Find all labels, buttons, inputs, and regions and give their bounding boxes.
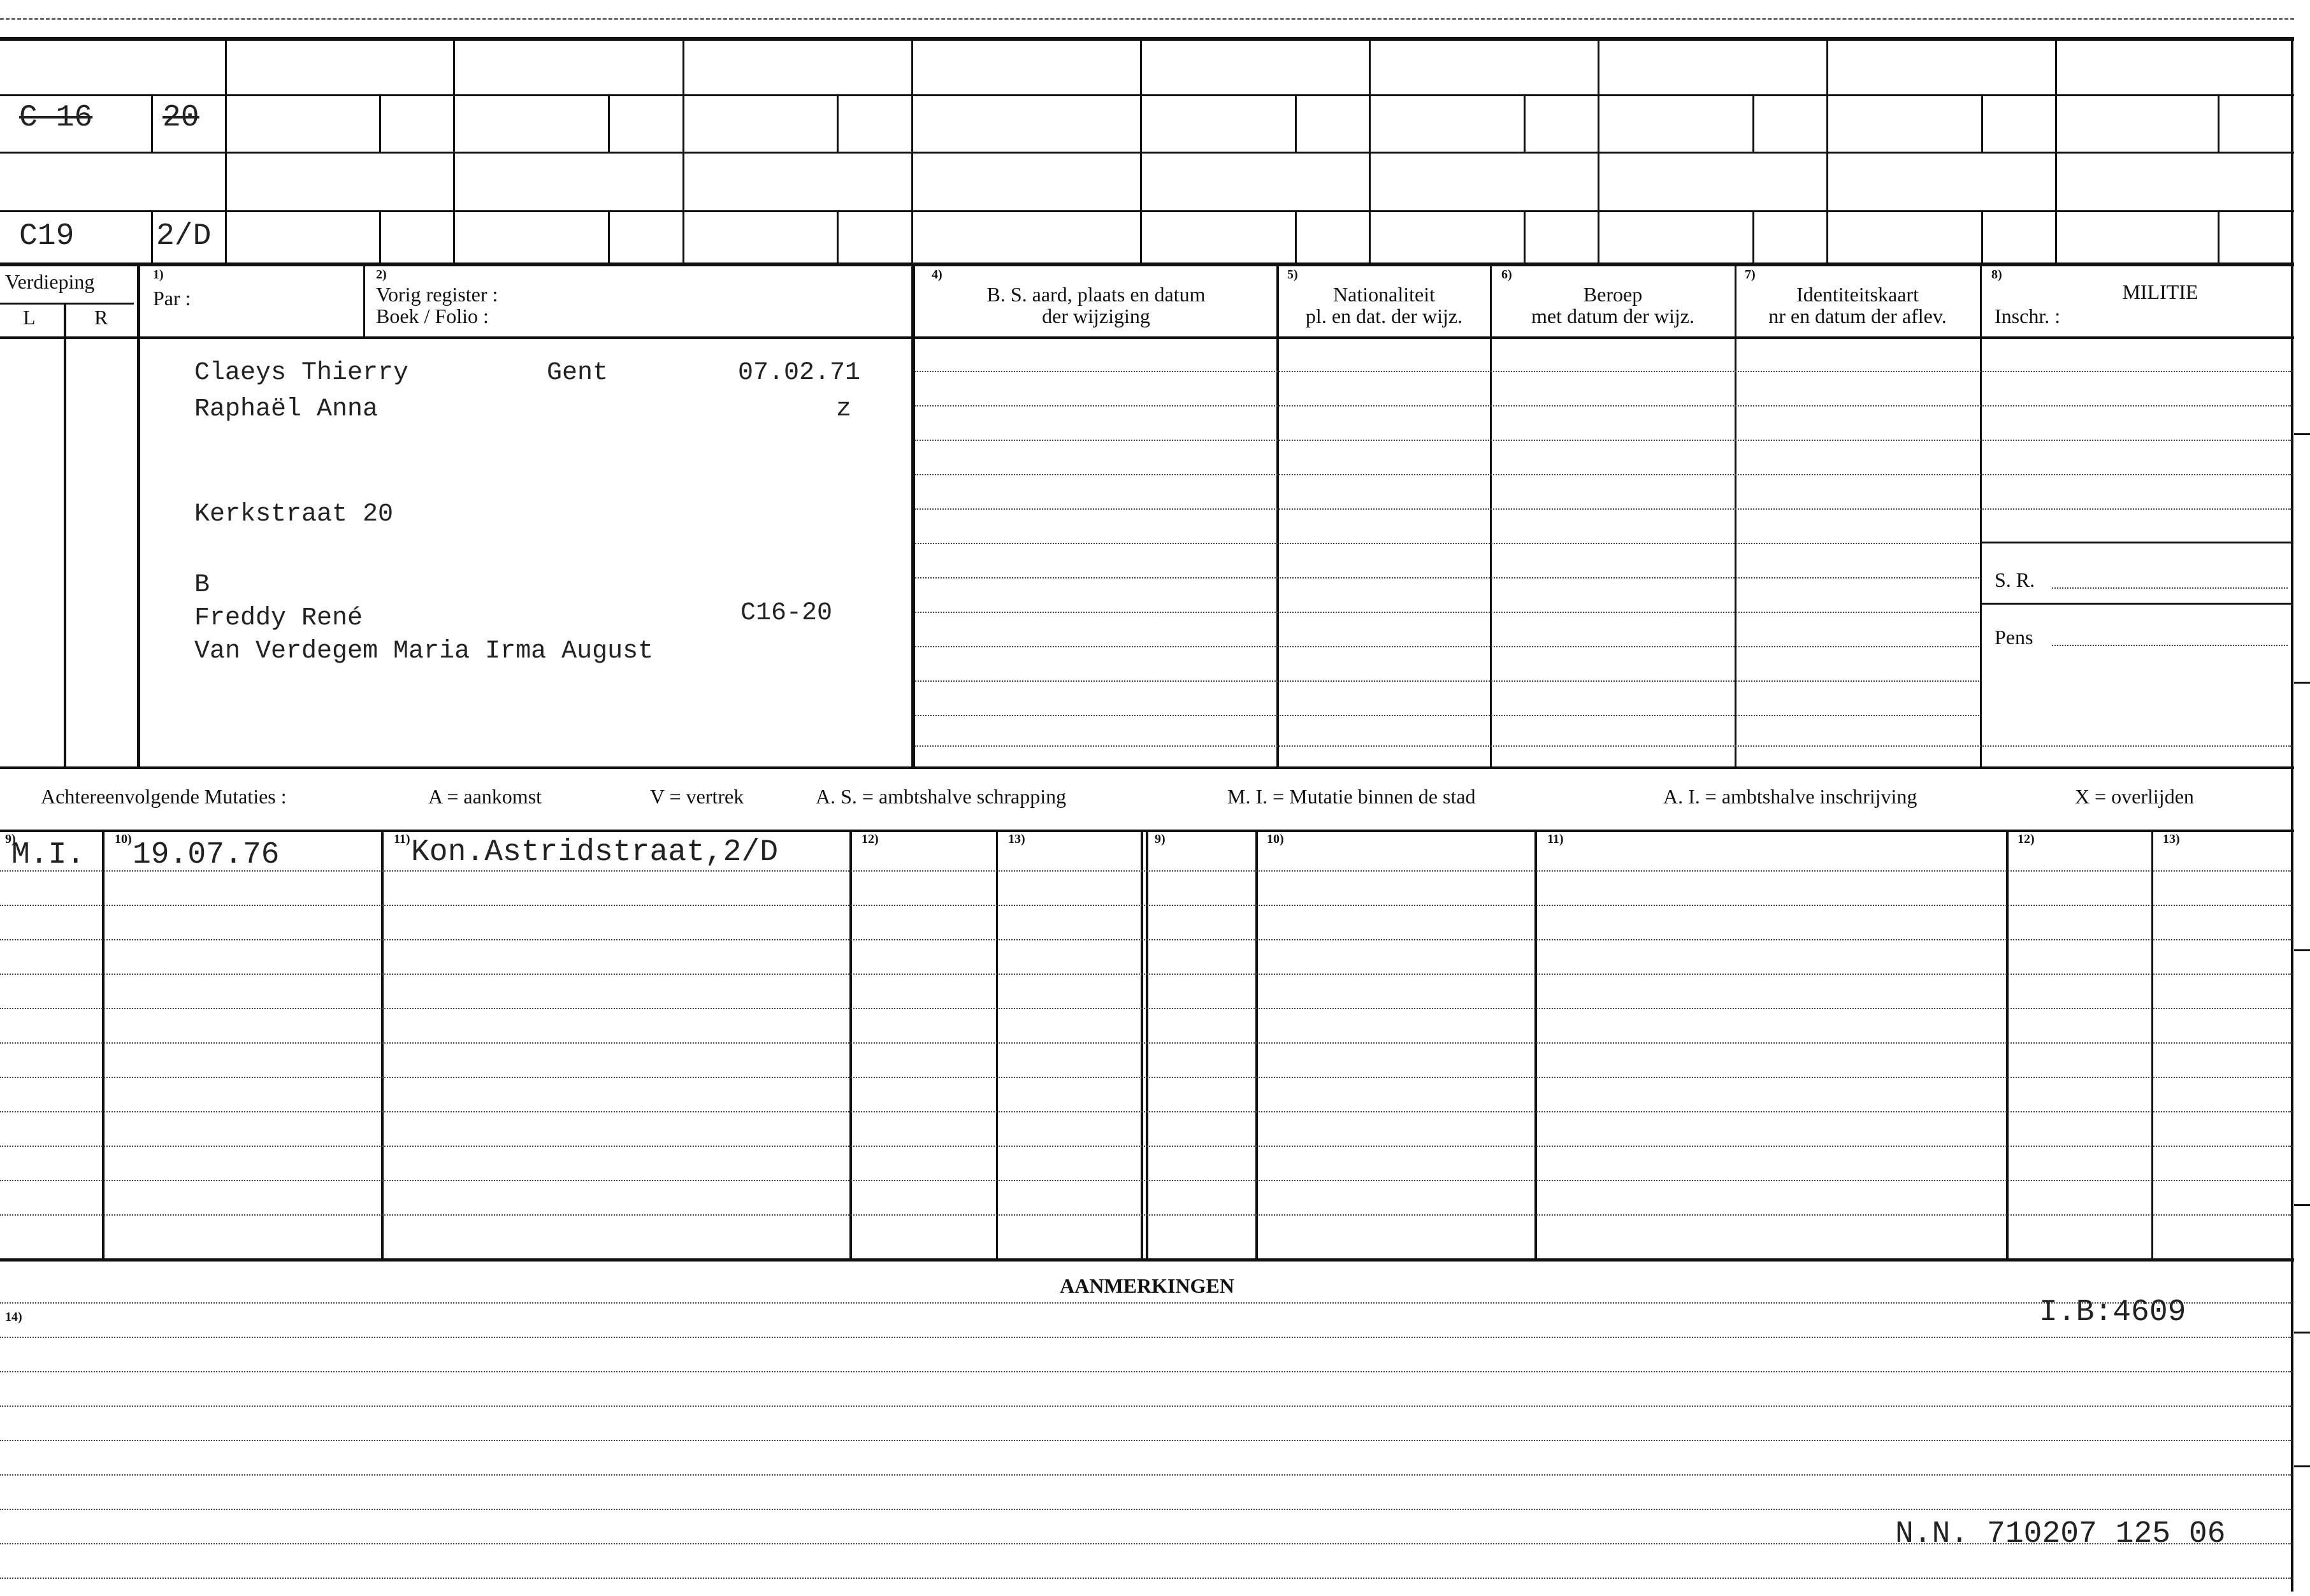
field-number-2: 2) — [376, 268, 387, 282]
boek-folio-label: Boek / Folio : — [376, 305, 489, 327]
mutation-address: Kon.Astridstraat,2/D — [411, 835, 779, 870]
ruled-line — [915, 405, 2292, 406]
ruled-line — [0, 1440, 2292, 1441]
top-grid-subdivider — [2218, 96, 2220, 152]
remarks-header-line — [0, 1302, 2292, 1304]
field-number-8: 8) — [1991, 268, 2002, 282]
top-grid-line — [0, 37, 2294, 41]
old-house-number: 20 — [162, 101, 199, 135]
house-number: 2/D — [156, 219, 212, 254]
top-grid-subdivider — [1295, 212, 1297, 264]
top-grid-subdivider — [379, 96, 381, 152]
col-number-12b: 12) — [2018, 832, 2035, 846]
col-number-10: 10) — [115, 832, 132, 846]
top-grid-divider — [1598, 37, 1599, 264]
ruled-line — [0, 1008, 2292, 1009]
left-label: L — [23, 306, 36, 329]
verdieping-label: Verdieping — [5, 270, 95, 293]
top-dashed-border — [0, 18, 2294, 20]
header-bottom-line — [0, 336, 2294, 339]
mutation-divider — [2151, 831, 2153, 1260]
mutation-divider — [381, 831, 384, 1260]
top-grid-subdivider — [1752, 212, 1754, 264]
mutation-divider — [849, 831, 852, 1260]
header-divider — [137, 265, 140, 768]
mutation-divider — [1146, 831, 1148, 1260]
ruled-line — [0, 1077, 2292, 1078]
mutation-divider — [102, 831, 105, 1260]
ruled-line — [0, 1371, 2292, 1372]
sr-line — [2052, 587, 2288, 589]
mother-name: Van Verdegem Maria Irma August — [194, 637, 654, 666]
top-grid-divider — [911, 37, 913, 264]
col-number-13b: 13) — [2163, 832, 2180, 846]
top-grid-divider — [453, 37, 455, 264]
ruled-line — [0, 1111, 2292, 1112]
field-number-14: 14) — [5, 1310, 22, 1324]
old-block-code: C 16 — [19, 101, 93, 135]
ruled-line — [915, 680, 1979, 682]
col-number-12: 12) — [862, 832, 879, 846]
mutations-bottom-line — [0, 1258, 2294, 1262]
legend-deregistration: A. S. = ambtshalve schrapping — [816, 785, 1067, 808]
legend-death: X = overlijden — [2075, 785, 2194, 808]
top-grid-subdivider — [2218, 212, 2220, 264]
person-name: Claeys Thierry — [194, 359, 409, 387]
profession-label: Beroep — [1583, 283, 1643, 306]
ruled-line — [915, 543, 1979, 544]
ruled-line — [0, 905, 2292, 906]
top-grid-divider — [2055, 37, 2057, 264]
top-grid-divider — [1826, 37, 1828, 264]
national-number: N.N. 710207 125 06 — [1895, 1517, 2226, 1551]
address: Kerkstraat 20 — [194, 500, 394, 529]
block-code: C19 — [19, 219, 75, 254]
top-grid-line — [0, 262, 2294, 266]
legend-departure: V = vertrek — [650, 785, 744, 808]
mutation-divider — [996, 831, 998, 1260]
top-grid-line — [0, 94, 2294, 96]
top-grid-subdivider — [1981, 212, 1983, 264]
remarks-title: AANMERKINGEN — [1060, 1274, 1234, 1297]
col-number-11: 11) — [394, 832, 410, 846]
top-grid-divider — [1140, 37, 1142, 264]
header-line — [0, 303, 134, 305]
mutation-divider — [1255, 831, 1258, 1260]
top-grid-subdivider — [608, 212, 610, 264]
mutation-date: 19.07.76 — [133, 838, 280, 872]
ruled-line — [915, 371, 2292, 372]
header-divider — [1980, 265, 1982, 768]
par-label: Par : — [153, 287, 191, 310]
legend-internal-move: M. I. = Mutatie binnen de stad — [1227, 785, 1476, 808]
header-divider — [1735, 265, 1736, 768]
ruled-line — [0, 974, 2292, 975]
top-grid-line — [0, 210, 2294, 212]
legend-title: Achtereenvolgende Mutaties : — [41, 785, 287, 808]
header-divider — [363, 265, 365, 338]
top-grid-subdivider — [151, 212, 153, 264]
militia-label: MILITIE — [2122, 280, 2198, 303]
nationality-label: Nationaliteit — [1333, 283, 1435, 306]
header-divider — [1276, 265, 1279, 768]
pens-line — [2052, 645, 2288, 646]
previous-code: C16-20 — [740, 599, 833, 628]
nationality-sublabel: pl. en dat. der wijz. — [1305, 305, 1463, 327]
pens-label: Pens — [1995, 626, 2033, 649]
col-number-13: 13) — [1008, 832, 1025, 846]
top-grid-subdivider — [151, 96, 153, 152]
col-number-9: 9) — [5, 832, 16, 846]
id-card-sublabel: nr en datum der aflev. — [1768, 305, 1947, 327]
ruled-line — [0, 1578, 2292, 1579]
field-number-1: 1) — [153, 268, 164, 282]
ruled-line — [915, 745, 2292, 747]
field-number-5: 5) — [1287, 268, 1298, 282]
ruled-line — [0, 1180, 2292, 1181]
militia-line — [1982, 542, 2292, 543]
ruled-line — [0, 1337, 2292, 1338]
person-block-bottom — [0, 766, 2294, 769]
sr-label: S. R. — [1995, 568, 2035, 591]
father-name: Freddy René — [194, 604, 363, 633]
ruled-line — [915, 715, 1979, 716]
mutation-divider — [2006, 831, 2009, 1260]
top-grid-subdivider — [1295, 96, 1297, 152]
field-number-6: 6) — [1501, 268, 1512, 282]
militia-line — [1982, 603, 2292, 605]
legend-registration: A. I. = ambtshalve inschrijving — [1663, 785, 1917, 808]
top-grid-subdivider — [837, 96, 839, 152]
remarks-ib-number: I.B:4609 — [2039, 1295, 2186, 1330]
col-number-10b: 10) — [1267, 832, 1284, 846]
bs-label-line2: der wijziging — [1042, 305, 1150, 327]
top-grid-divider — [682, 37, 684, 264]
edge-tick — [2294, 949, 2310, 951]
field-number-7: 7) — [1745, 268, 1756, 282]
top-grid-line — [0, 152, 2294, 154]
top-grid-subdivider — [1524, 96, 1526, 152]
top-grid-divider — [2291, 37, 2293, 1592]
top-grid-subdivider — [837, 212, 839, 264]
ruled-line — [915, 474, 2292, 475]
top-grid-subdivider — [608, 96, 610, 152]
header-divider — [1490, 265, 1492, 768]
ruled-line — [915, 612, 1979, 613]
birth-place: Gent — [547, 359, 609, 387]
edge-tick — [2294, 1204, 2310, 1206]
ruled-line — [0, 939, 2292, 940]
ruled-line — [915, 508, 2292, 510]
edge-tick — [2294, 682, 2310, 684]
header-divider — [911, 265, 915, 768]
vorig-register-label: Vorig register : — [376, 283, 498, 306]
edge-tick — [2294, 1332, 2310, 1334]
ruled-line — [0, 1474, 2292, 1476]
ruled-line — [915, 646, 1979, 647]
ruled-line — [0, 1405, 2292, 1407]
ruled-line — [915, 440, 2292, 441]
inschr-label: Inschr. : — [1995, 305, 2061, 327]
ruled-line — [0, 870, 2292, 872]
col-number-11b: 11) — [1547, 832, 1564, 846]
header-divider — [64, 303, 66, 768]
ruled-line — [915, 577, 1979, 579]
ruled-line — [0, 1509, 2292, 1510]
ruled-line — [0, 1214, 2292, 1216]
top-grid-subdivider — [1981, 96, 1983, 152]
edge-tick — [2294, 433, 2310, 435]
mutation-divider — [1141, 831, 1143, 1260]
top-grid-subdivider — [1524, 212, 1526, 264]
right-label: R — [94, 306, 108, 329]
top-grid-subdivider — [1752, 96, 1754, 152]
top-grid-divider — [1369, 37, 1371, 264]
bs-label-line1: B. S. aard, plaats en datum — [986, 283, 1206, 306]
id-card-label: Identiteitskaart — [1796, 283, 1919, 306]
ruled-line — [0, 1146, 2292, 1147]
field-number-4: 4) — [932, 268, 942, 282]
parent-name: Raphaël Anna — [194, 395, 379, 424]
edge-tick — [2294, 1465, 2310, 1467]
top-grid-divider — [225, 37, 227, 264]
marker-b: B — [194, 571, 210, 600]
status-code: z — [836, 395, 852, 424]
legend-arrival: A = aankomst — [428, 785, 542, 808]
ruled-line — [0, 1042, 2292, 1044]
profession-sublabel: met datum der wijz. — [1531, 305, 1694, 327]
mutation-type: M.I. — [11, 838, 85, 872]
col-number-9b: 9) — [1155, 832, 1166, 846]
mutation-divider — [1534, 831, 1537, 1260]
top-grid-subdivider — [379, 212, 381, 264]
birth-date: 07.02.71 — [738, 359, 861, 387]
